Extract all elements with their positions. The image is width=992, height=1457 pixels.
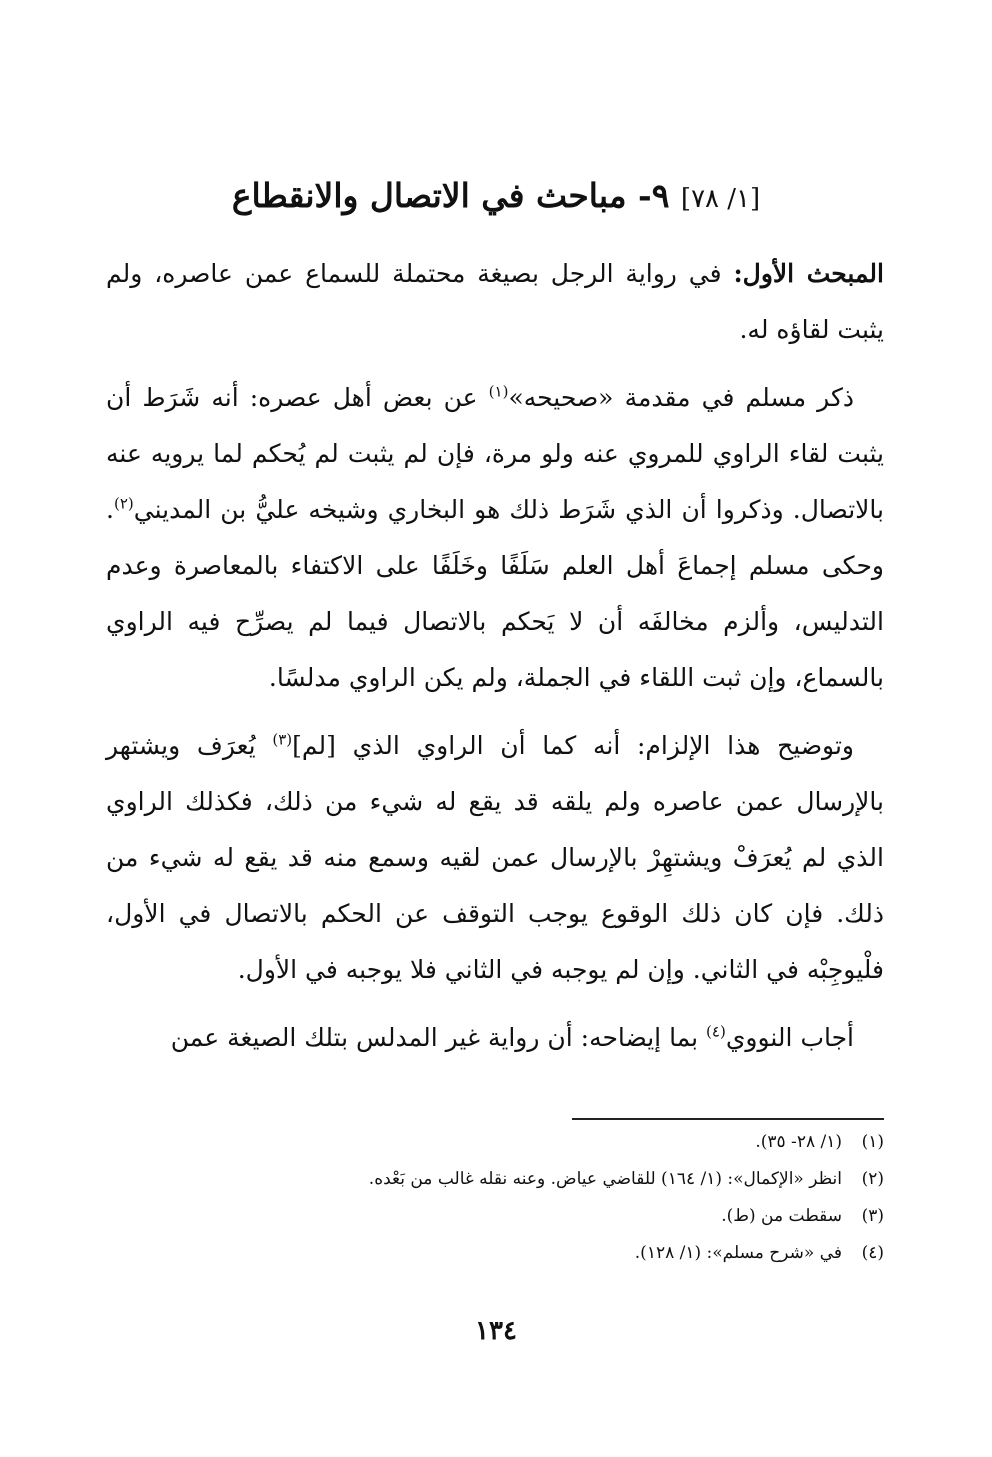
paragraph-3-text-a: وتوضيح هذا الإلزام: أنه كما أن الراوي الذي [لم] (292, 731, 854, 760)
section-heading (100, 172, 892, 223)
footnote-2-number: (٢) (861, 1168, 884, 1189)
footnote-divider (572, 1118, 884, 1120)
footnote-1 (106, 1124, 884, 1161)
footnote-4-number: (٤) (861, 1242, 884, 1263)
footnote-1-number: (١) (861, 1131, 884, 1152)
footnote-3-text: سقطت من (ط). (721, 1205, 842, 1226)
paragraph-2 (106, 370, 884, 706)
paragraph-1-lead: المبحث الأول: (733, 259, 884, 288)
footnote-ref-2[interactable]: (٢) (113, 494, 134, 513)
paragraph-4-text-a: أجاب النووي (725, 1023, 854, 1052)
paragraph-4 (106, 1010, 884, 1066)
paragraph-1-text: في رواية الرجل بصيغة محتملة للسماع عمن عاصره، ولم يثبت لقاؤه له. (106, 259, 884, 344)
footnote-ref-1[interactable]: (١) (488, 382, 509, 401)
footnote-3 (106, 1198, 884, 1235)
paragraph-2-text-b: عن بعض أهل عصره: أنه شَرَط أن يثبت لقاء الراوي للمروي عنه ولو مرة، فإن لم يثبت لم يُحكم لما يرويه عنه بالاتصال. وذكروا أن الذي شَرَط ذلك هو البخاري وشيخه عليُّ بن المديني (106, 383, 884, 524)
footnote-2-text: انظر «الإكمال»: (١/ ١٦٤) للقاضي عياض. وعنه نقله غالب من بَعْده. (368, 1168, 842, 1189)
footnote-ref-3[interactable]: (٣) (272, 730, 293, 749)
footnote-ref-4[interactable]: (٤) (706, 1022, 726, 1041)
heading-title: ٩- مباحث في الاتصال والانقطاع (231, 176, 670, 215)
page-number: ١٣٤ (475, 1316, 517, 1346)
footnote-3-number: (٣) (861, 1205, 884, 1226)
paragraph-4-text-b: بما إيضاحه: أن رواية غير المدلس بتلك الصيغة عمن (170, 1023, 707, 1052)
paragraph-2-text-a: ذكر مسلم في مقدمة «صحيحه» (508, 383, 855, 412)
heading-reference: [١/ ٧٨] (680, 184, 761, 214)
footnote-4 (106, 1235, 884, 1272)
paragraph-3-text-b: يُعرَف ويشتهر بالإرسال عمن عاصره ولم يلقه قد يقع له شيء من ذلك، فكذلك الراوي الذي لم يُعرَفْ ويشتهِرْ بالإرسال عمن لقيه وسمع منه قد يقع له شيء من ذلك. فإن كان ذلك الوقوع يوجب التوقف عن الحكم بالاتصال في الأول، فلْيوجِبْه في الثاني. وإن لم يوجبه في الثاني فلا يوجبه في الأول. (106, 731, 884, 984)
main-text (106, 246, 884, 1078)
footnotes-section (106, 1118, 884, 1272)
footnote-1-text: (١/ ٢٨- ٣٥). (755, 1131, 842, 1152)
paragraph-1 (106, 246, 884, 358)
footnote-2 (106, 1161, 884, 1198)
footnote-4-text: في «شرح مسلم»: (١/ ١٢٨). (634, 1242, 842, 1263)
paragraph-2-text-c: . وحكى مسلم إجماعَ أهل العلم سَلَفًا وخَلَفًا على الاكتفاء بالمعاصرة وعدم التدليس، وألزم مخالفَه أن لا يَحكم بالاتصال فيما لم يصرِّح فيه الراوي بالسماع، وإن ثبت اللقاء في الجملة، ولم يكن الراوي مدلسًا. (106, 495, 884, 692)
paragraph-3 (106, 718, 884, 998)
